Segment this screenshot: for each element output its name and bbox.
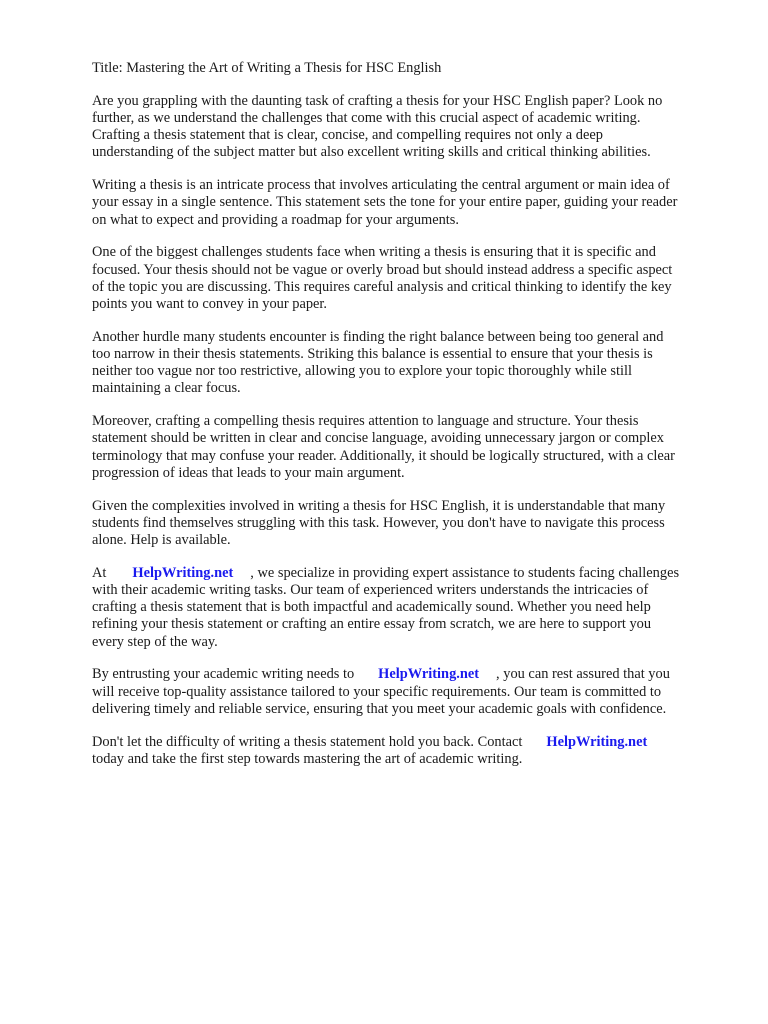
text-segment: By entrusting your academic writing needs to (92, 666, 355, 683)
document-page (92, 60, 732, 768)
text-line: students find themselves struggling with this task. However, you don't have to navigate this process (92, 514, 665, 531)
text-line: statement should be written in clear and concise language, avoiding unnecessary jargon or complex (92, 430, 664, 447)
paragraph-contact (92, 734, 732, 768)
text-line: refining your thesis statement or crafting an entire essay from scratch, we are here to support you (92, 616, 652, 633)
document-title (92, 60, 732, 77)
text-line (92, 565, 732, 582)
text-line: neither too vague nor too restrictive, allowing you to explore your topic thoroughly while still (92, 363, 632, 380)
helpwriting-link[interactable]: HelpWriting.net (546, 733, 648, 750)
paragraph-challenges (92, 244, 732, 313)
text-line: maintaining a clear focus. (92, 380, 241, 397)
text-line: will receive top-quality assistance tailored to your specific requirements. Our team is committed to (92, 683, 662, 700)
text-line: Crafting a thesis statement that is clear, concise, and compelling requires not only a deep (92, 127, 603, 144)
text-line: progression of ideas that leads to your main argument. (92, 464, 405, 481)
text-line: with their academic writing tasks. Our team of experienced writers understands the intricacies of (92, 582, 649, 599)
text-segment: , we specialize in providing expert assistance to students facing challenges (250, 564, 680, 581)
text-line: understanding of the subject matter but also excellent writing skills and critical thinking abilities. (92, 144, 651, 161)
paragraph-intro (92, 93, 732, 162)
helpwriting-link[interactable]: HelpWriting.net (132, 564, 234, 581)
paragraph-entrusting (92, 666, 732, 718)
text-line: delivering timely and reliable service, ensuring that you meet your academic goals with confidence. (92, 700, 667, 717)
text-line: One of the biggest challenges students face when writing a thesis is ensuring that it is specific and (92, 244, 656, 261)
text-line (92, 734, 732, 751)
text-segment: , you can rest assured that you (496, 666, 670, 683)
text-line: Moreover, crafting a compelling thesis requires attention to language and structure. Your thesis (92, 413, 639, 430)
text-line: focused. Your thesis should not be vague or overly broad but should instead address a specific aspect (92, 261, 673, 278)
paragraph-thesis-process (92, 177, 732, 229)
paragraph-service (92, 565, 732, 651)
text-line: alone. Help is available. (92, 532, 231, 549)
text-segment: At (92, 564, 107, 581)
text-segment: Don't let the difficulty of writing a thesis statement hold you back. Contact (92, 733, 523, 750)
text-line: Given the complexities involved in writing a thesis for HSC English, it is understandable that many (92, 497, 666, 514)
text-line: today and take the first step towards mastering the art of academic writing. (92, 750, 523, 767)
paragraph-balance (92, 329, 732, 398)
text-line: every step of the way. (92, 633, 218, 650)
paragraph-complexities (92, 498, 732, 550)
text-line: your essay in a single sentence. This statement sets the tone for your entire paper, guiding your reader (92, 194, 678, 211)
helpwriting-link[interactable]: HelpWriting.net (378, 666, 480, 683)
text-line: Writing a thesis is an intricate process that involves articulating the central argument or main idea of (92, 177, 670, 194)
text-line: of the topic you are discussing. This requires careful analysis and critical thinking to identify the key (92, 278, 672, 295)
text-line: on what to expect and providing a roadmap for your arguments. (92, 211, 459, 228)
text-line: terminology that may confuse your reader. Additionally, it should be logically structured, with a clear (92, 447, 675, 464)
text-line: Another hurdle many students encounter is finding the right balance between being too general and (92, 328, 664, 345)
text-line: further, as we understand the challenges that come with this crucial aspect of academic writing. (92, 110, 641, 126)
text-line: Are you grappling with the daunting task of crafting a thesis for your HSC English paper? Look no (92, 92, 663, 109)
paragraph-language (92, 413, 732, 482)
text-line: too narrow in their thesis statements. Striking this balance is essential to ensure that your thesis is (92, 346, 653, 363)
title-line: Title: Mastering the Art of Writing a Thesis for HSC English (92, 60, 442, 76)
text-line (92, 666, 732, 683)
text-line: crafting a thesis statement that is both impactful and academically sound. Whether you need help (92, 599, 651, 616)
text-line: points you want to convey in your paper. (92, 296, 328, 313)
